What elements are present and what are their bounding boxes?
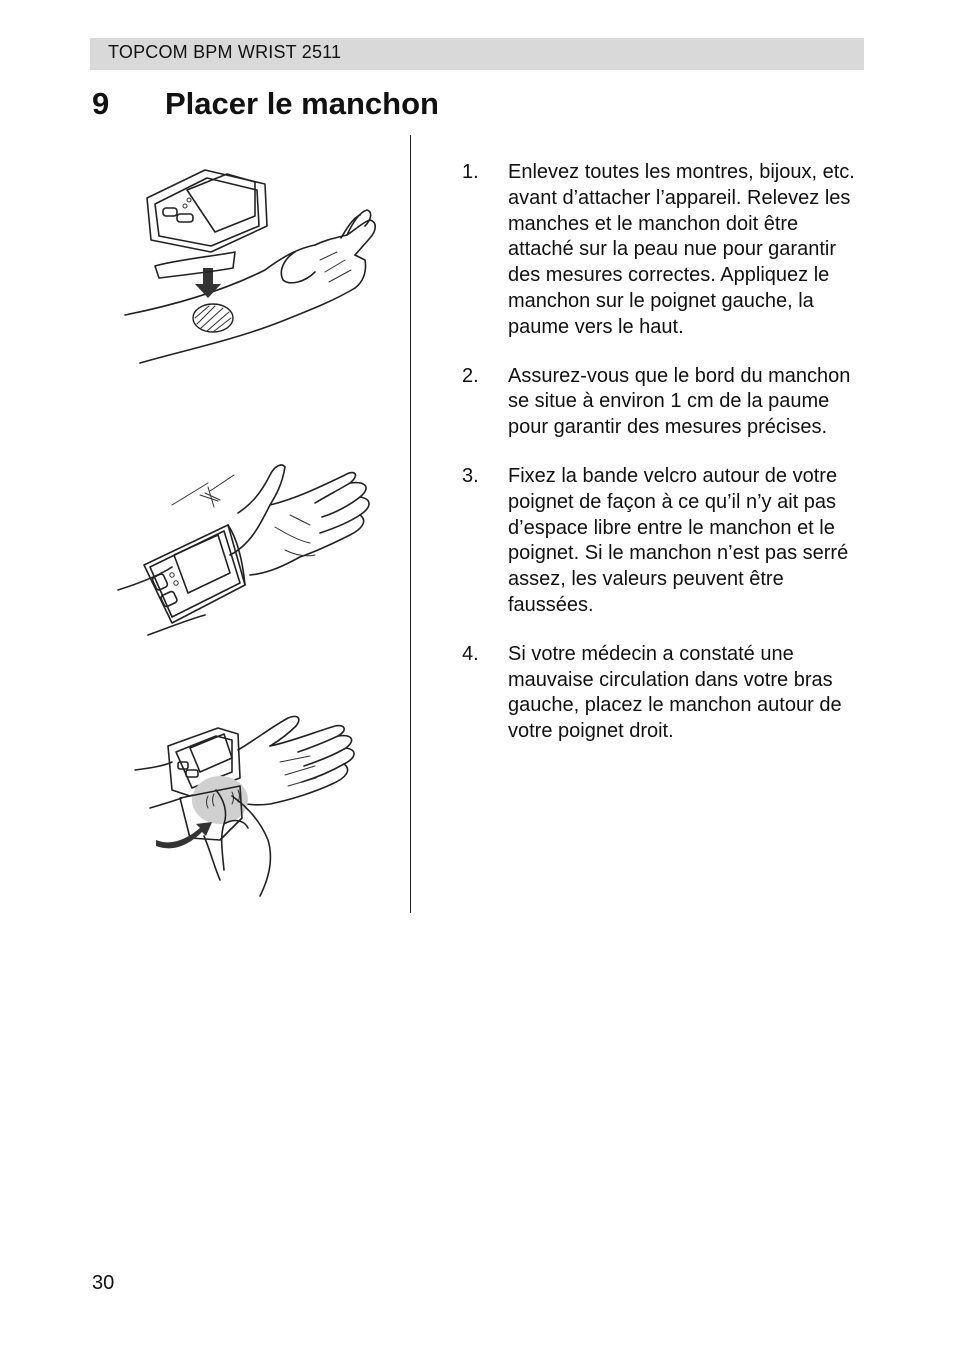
illustration-place-device-on-wrist bbox=[115, 160, 380, 370]
header-product-name: TOPCOM BPM WRIST 2511 bbox=[108, 42, 342, 62]
illustration-cuff-distance-from-palm bbox=[110, 455, 385, 645]
list-item bbox=[462, 464, 862, 619]
column-divider bbox=[410, 135, 411, 913]
illustration-fasten-velcro-strap bbox=[120, 700, 370, 900]
step-number: 2. bbox=[462, 364, 479, 387]
list-item bbox=[462, 642, 862, 745]
step-text: Fixez la bande velcro autour de votre poignet de façon à ce qu’il n’y ait pas d’espace libre entre le manchon et le poignet. Si le manchon n’est pas serré assez, les valeurs peuvent être faussées. bbox=[508, 464, 849, 616]
instruction-steps bbox=[462, 160, 862, 768]
step-number: 4. bbox=[462, 642, 479, 665]
page-number: 30 bbox=[92, 1272, 115, 1294]
section-title-text: Placer le manchon bbox=[165, 86, 439, 121]
step-text: Enlevez toutes les montres, bijoux, etc. avant d’attacher l’appareil. Relevez les manches et le manchon doit être attaché sur la peau nue pour garantir des mesures correctes. Appliquez le manchon sur le poignet gauche, la paume vers le haut. bbox=[508, 161, 855, 338]
list-item bbox=[462, 160, 862, 341]
step-text: Assurez-vous que le bord du manchon se situe à environ 1 cm de la paume pour garantir des mesures précises. bbox=[508, 364, 851, 439]
step-number: 1. bbox=[462, 161, 479, 183]
section-number: 9 bbox=[92, 86, 110, 121]
list-item bbox=[462, 364, 862, 441]
running-header bbox=[90, 38, 864, 70]
step-number: 3. bbox=[462, 464, 479, 487]
section-title bbox=[92, 86, 439, 122]
step-text: Si votre médecin a constaté une mauvaise circulation dans votre bras gauche, placez le manchon autour de votre poignet droit. bbox=[508, 642, 842, 743]
